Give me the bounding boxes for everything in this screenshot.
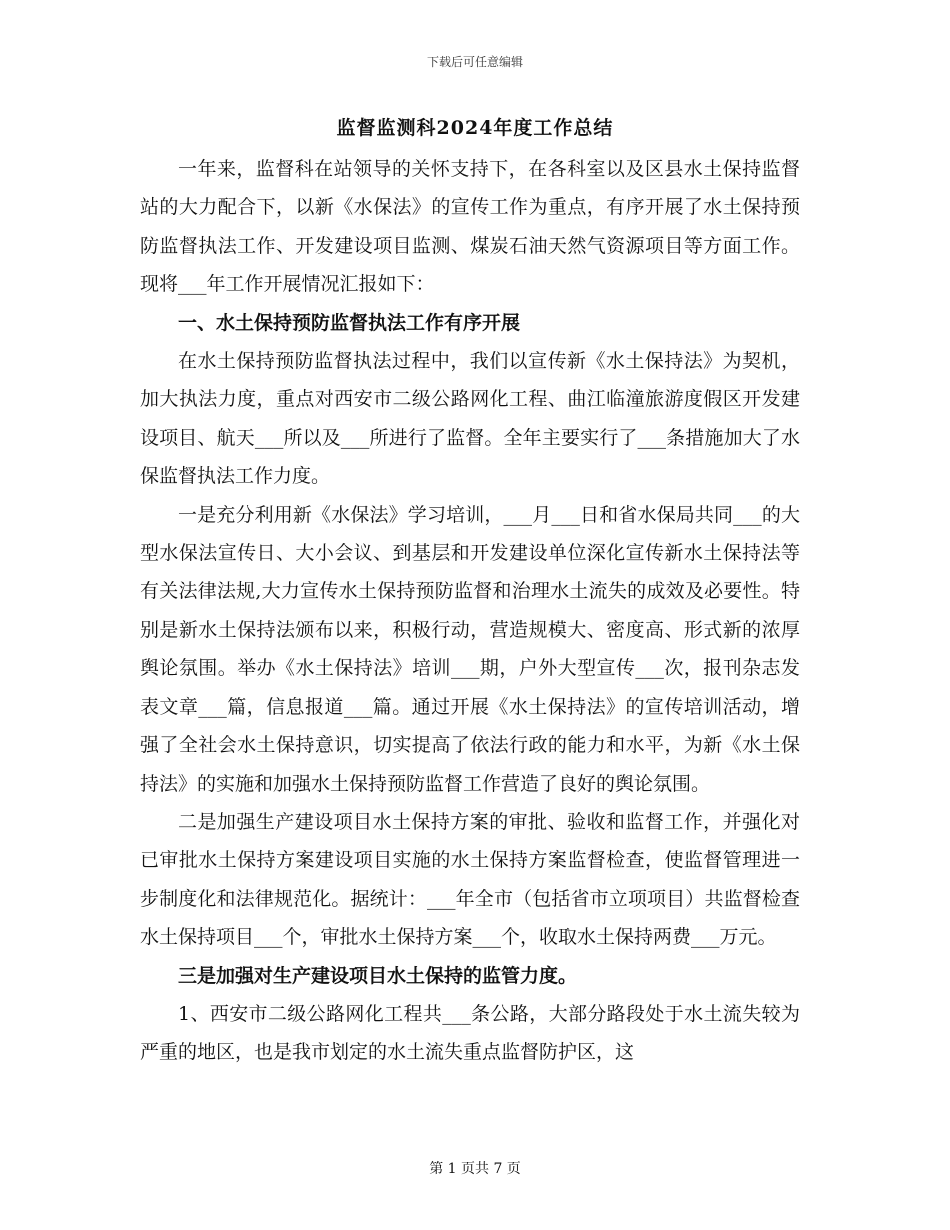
header-note: 下载后可任意编辑: [426, 55, 523, 69]
section-heading-1: 一、水土保持预防监督执法工作有序开展: [178, 311, 521, 334]
document-title: 监督监测科2024年度工作总结: [336, 117, 614, 139]
paragraph-point-two: 二是加强生产建设项目水土保持方案的审批、验收和监督工作，并强化对已审批水土保持方案建设项目实施的水土保持方案监督检查，使监督管理进一步制度化和法律规范化。据统计：___年全市（包括省市立项项目）共监督检查水土保持项目___个，审批水土保持方案___个，收取水土保持两费___万元。: [140, 810, 800, 949]
page-footer: 第 1 页共 7 页: [429, 1161, 521, 1177]
paragraph-intro: 一年来，监督科在站领导的关怀支持下，在各科室以及区县水土保持监督站的大力配合下，以新《水保法》的宣传工作为重点，有序开展了水土保持预防监督执法工作、开发建设项目监测、煤炭石油天然气资源项目等方面工作。现将___年工作开展情况汇报如下：: [140, 158, 800, 296]
document-body: [140, 150, 800, 1072]
paragraph-point-three-heading: 三是加强对生产建设项目水土保持的监管力度。: [178, 964, 578, 987]
paragraph-enforcement: 在水土保持预防监督执法过程中，我们以宣传新《水土保持法》为契机，加大执法力度，重点对西安市二级公路网化工程、曲江临潼旅游度假区开发建设项目、航天___所以及___所进行了监督。全年主要实行了___条措施加大了水保监督执法工作力度。: [140, 350, 800, 488]
paragraph-item-1: 1、西安市二级公路网化工程共___条公路，大部分路段处于水土流失较为严重的地区，也是我市划定的水土流失重点监督防护区，这: [140, 1002, 800, 1064]
paragraph-point-one: 一是充分利用新《水保法》学习培训，___月___日和省水保局共同___的大型水保法宣传日、大小会议、到基层和开发建设单位深化宣传新水土保持法等有关法律法规,大力宣传水土保持预防监督和治理水土流失的成效及必要性。特别是新水土保持法颁布以来，积极行动，营造规模大、密度高、形式新的浓厚舆论氛围。举办《水土保持法》培训___期，户外大型宣传___次，报刊杂志发表文章___篇，信息报道___篇。通过开展《水土保持法》的宣传培训活动，增强了全社会水土保持意识，切实提高了依法行政的能力和水平，为新《水土保持法》的实施和加强水土保持预防监督工作营造了良好的舆论氛围。: [140, 503, 800, 795]
